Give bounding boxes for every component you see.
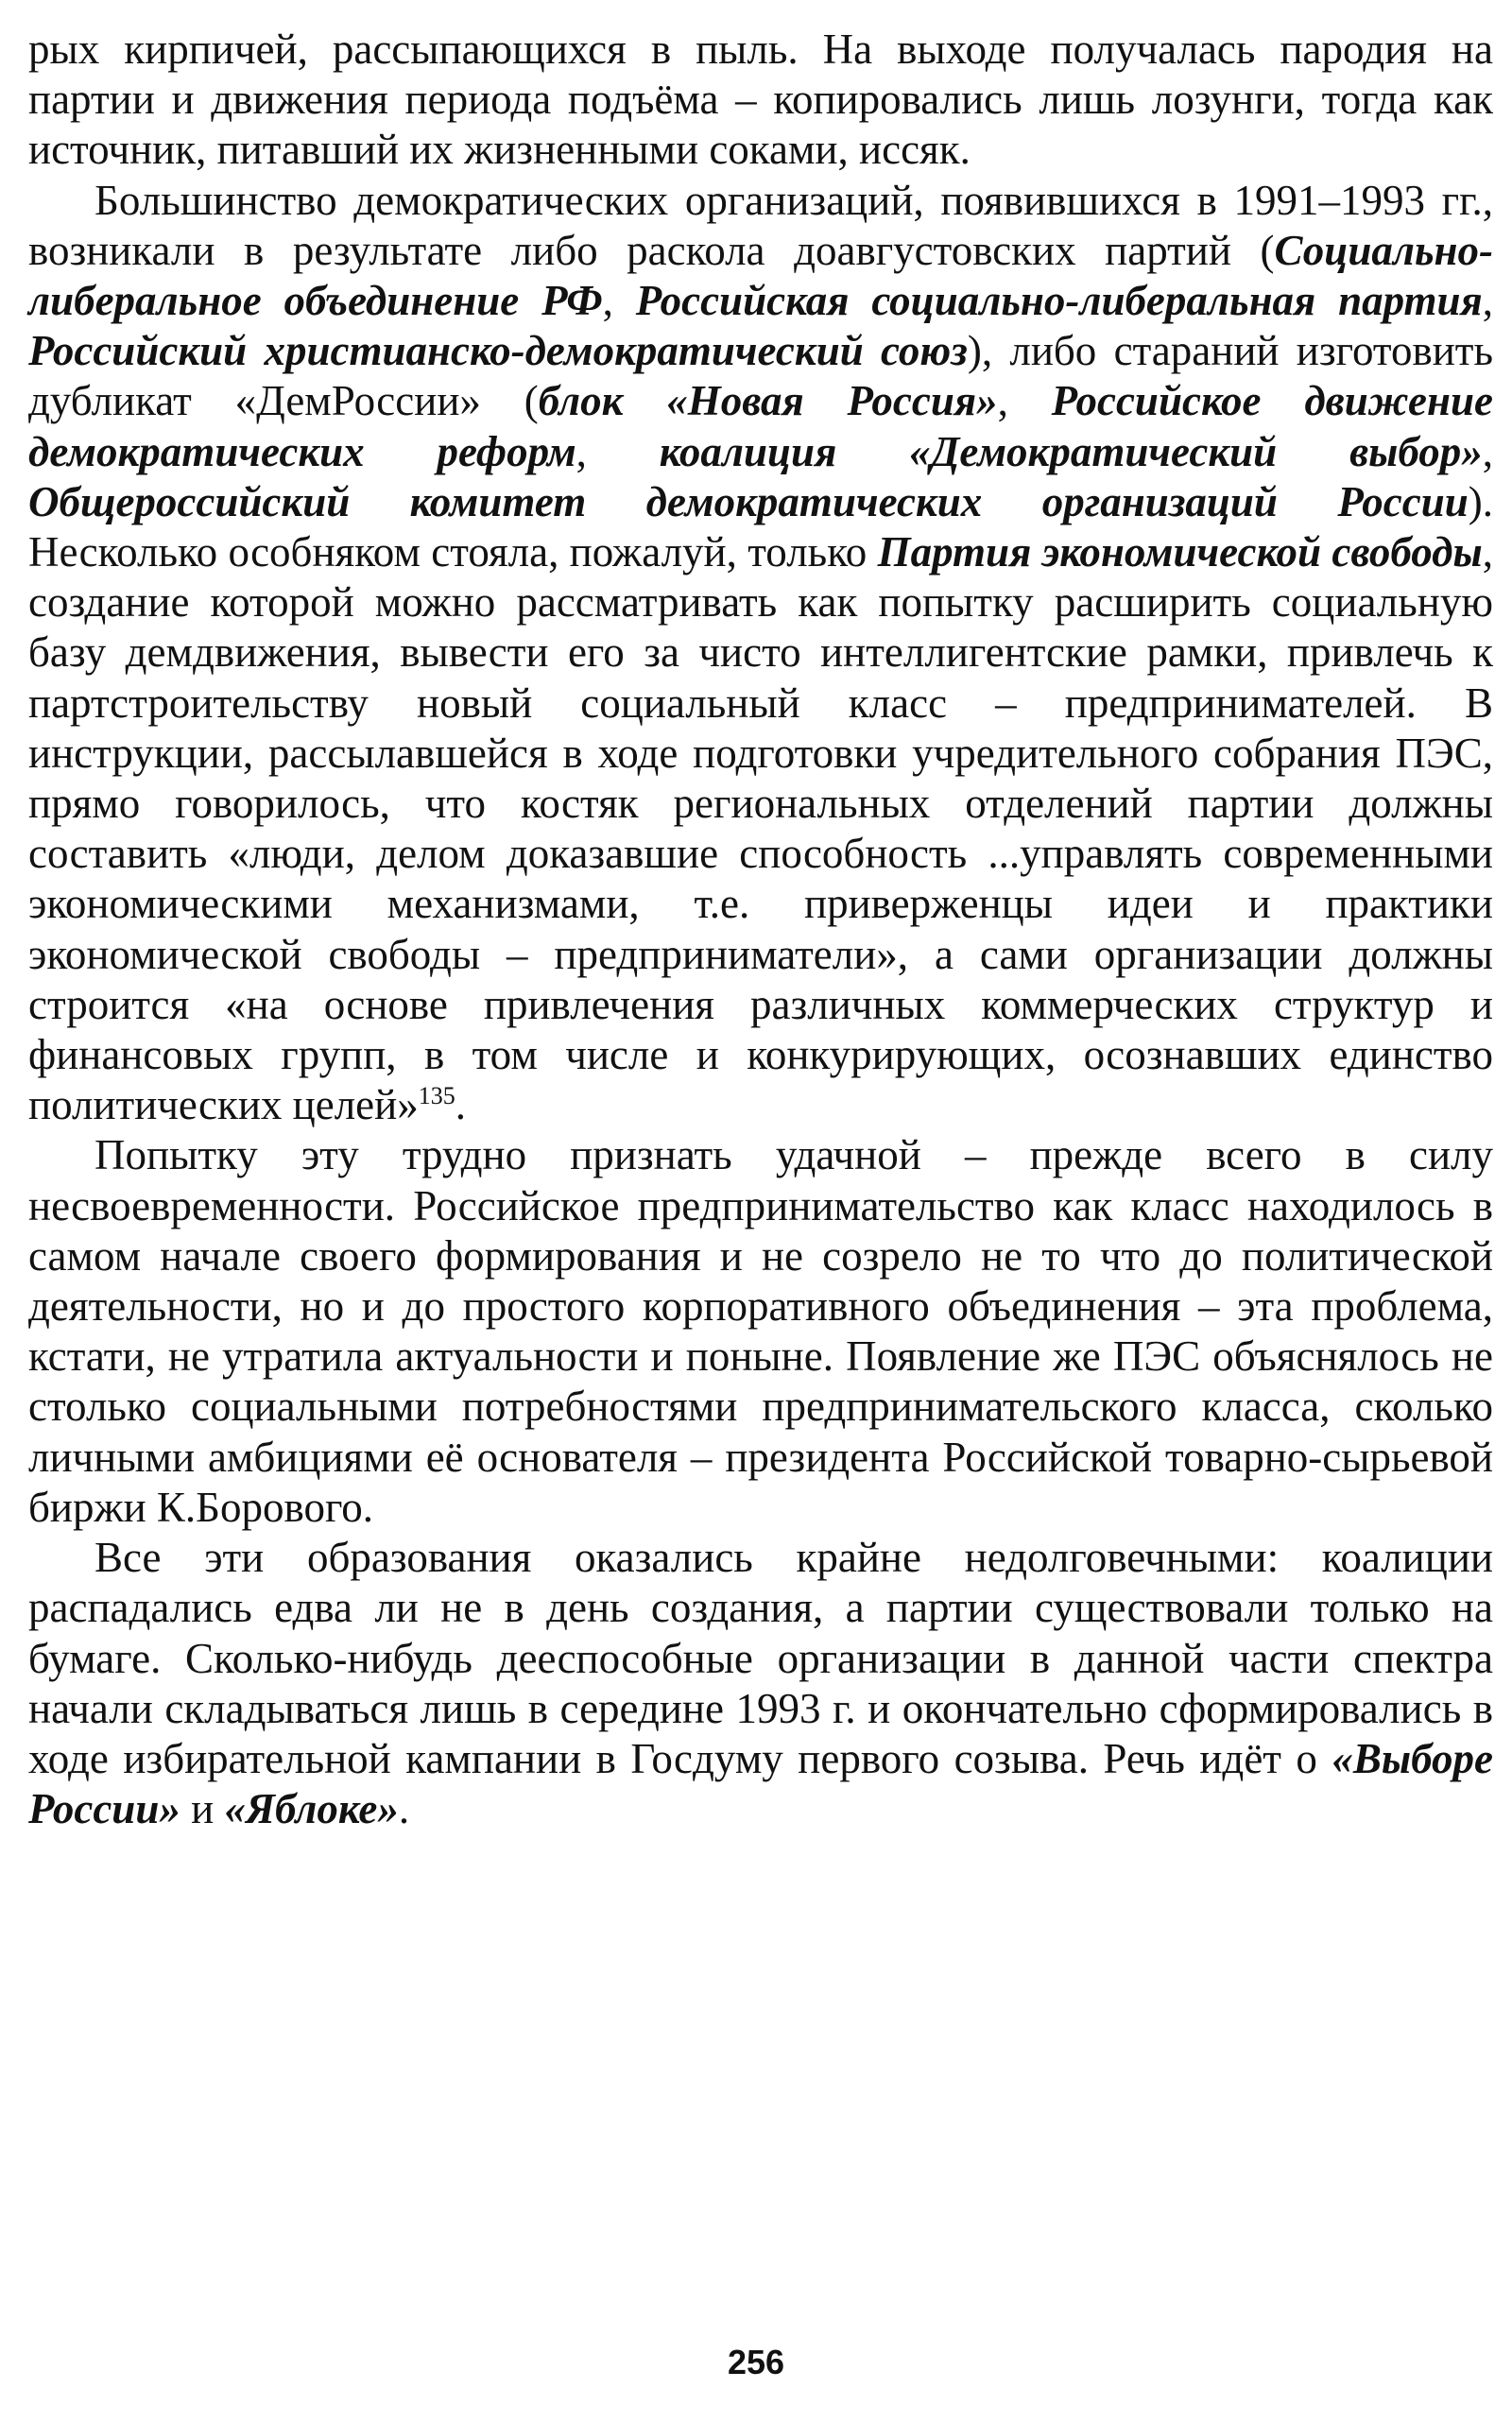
paragraph [28, 1533, 1493, 1834]
text-run: ), либо стараний изготовить дубликат «ДемРоссии» ( [28, 327, 1493, 425]
text-run: , создание которой можно рассматривать как попытку расширить социальную базу демдвижения, вывести его за чисто интеллигентские рамки, привлечь к партстроительству новый социальный класс – предпринимателей. В инструкции, рассылавшейся в ходе подготовки учредительного собрания ПЭС, прямо говорилось, что костяк региональных отделений партии должны составить «люди, делом доказавшие способность ...управлять современными экономическими механизмами, т.е. приверженцы идеи и практики экономической свободы – предприниматели», а сами организации должны строится «на основе привлечения различных коммерческих структур и финансовых групп, в том числе и конкурирующих, осознавших единство политических целей» [28, 528, 1493, 1129]
text-run: Все эти образования оказались крайне недолговечными: коалиции распадались едва ли не в день создания, а партии существовали только на бумаге. Сколько-нибудь дееспособные организации в данной части спектра начали складываться лишь в середине 1993 г. и окончательно сформировались в ходе избирательной кампании в Госдуму первого созыва. Речь идёт о [28, 1534, 1493, 1782]
text-run: Попытку эту трудно признать удачной – прежде всего в силу несвоевременности. Российское предпринимательство как класс находилось в самом начале своего формирования и не созрело не то что до политической деятельности, но и до простого корпоративного объединения – эта проблема, кстати, не утратила актуальности и поныне. Появление же ПЭС объяснялось не столько социальными потребностями предпринимательского класса, сколько личными амбициями её основателя – президента Российской товарно-сырьевой биржи К.Борового. [28, 1131, 1493, 1531]
paragraph [28, 176, 1493, 1131]
text-run: , [602, 277, 636, 325]
text-run: , [1482, 427, 1494, 475]
text-run: , [1482, 277, 1493, 325]
page-body [28, 25, 1493, 1834]
organization-name: Российская социально-либеральная партия [635, 277, 1483, 325]
organization-name: «Яблоке» [224, 1785, 399, 1833]
organization-name: «Выборе России» [28, 1734, 1493, 1833]
organization-name: блок «Новая Россия» [538, 377, 998, 425]
paragraph [28, 25, 1493, 176]
text-run: и [180, 1785, 225, 1833]
organization-name: Общероссийский комитет демократических организаций России [28, 477, 1469, 525]
organization-name: Партия экономической свободы [877, 528, 1483, 576]
organization-name: коалиция «Демократический выбор» [659, 427, 1483, 475]
organization-name: Российское движение демократических реформ [28, 377, 1493, 475]
text-column [28, 25, 1493, 1834]
page-number: 256 [727, 2343, 785, 2381]
text-run: ). Несколько особняком стояла, пожалуй, только [28, 477, 1493, 576]
text-run: Большинство демократических организаций, появившихся в 1991–1993 гг., возникали в результате либо раскола доавгустовских партий ( [28, 176, 1493, 274]
text-run: , [576, 427, 660, 475]
text-run: , [997, 377, 1052, 425]
paragraph [28, 1130, 1493, 1533]
text-run: . [398, 1785, 410, 1833]
organization-name: Российский христианско-демократический союз [28, 327, 968, 375]
text-run: рых кирпичей, рассыпающихся в пыль. На выходе получалась пародия на партии и движения периода подъёма – копировались лишь лозунги, тогда как источник, питавший их жизненными соками, иссяк. [28, 26, 1493, 174]
text-run: . [455, 1081, 466, 1129]
organization-name: Социально-либеральное объединение РФ [28, 226, 1493, 325]
footnote-ref: 135 [418, 1082, 455, 1110]
